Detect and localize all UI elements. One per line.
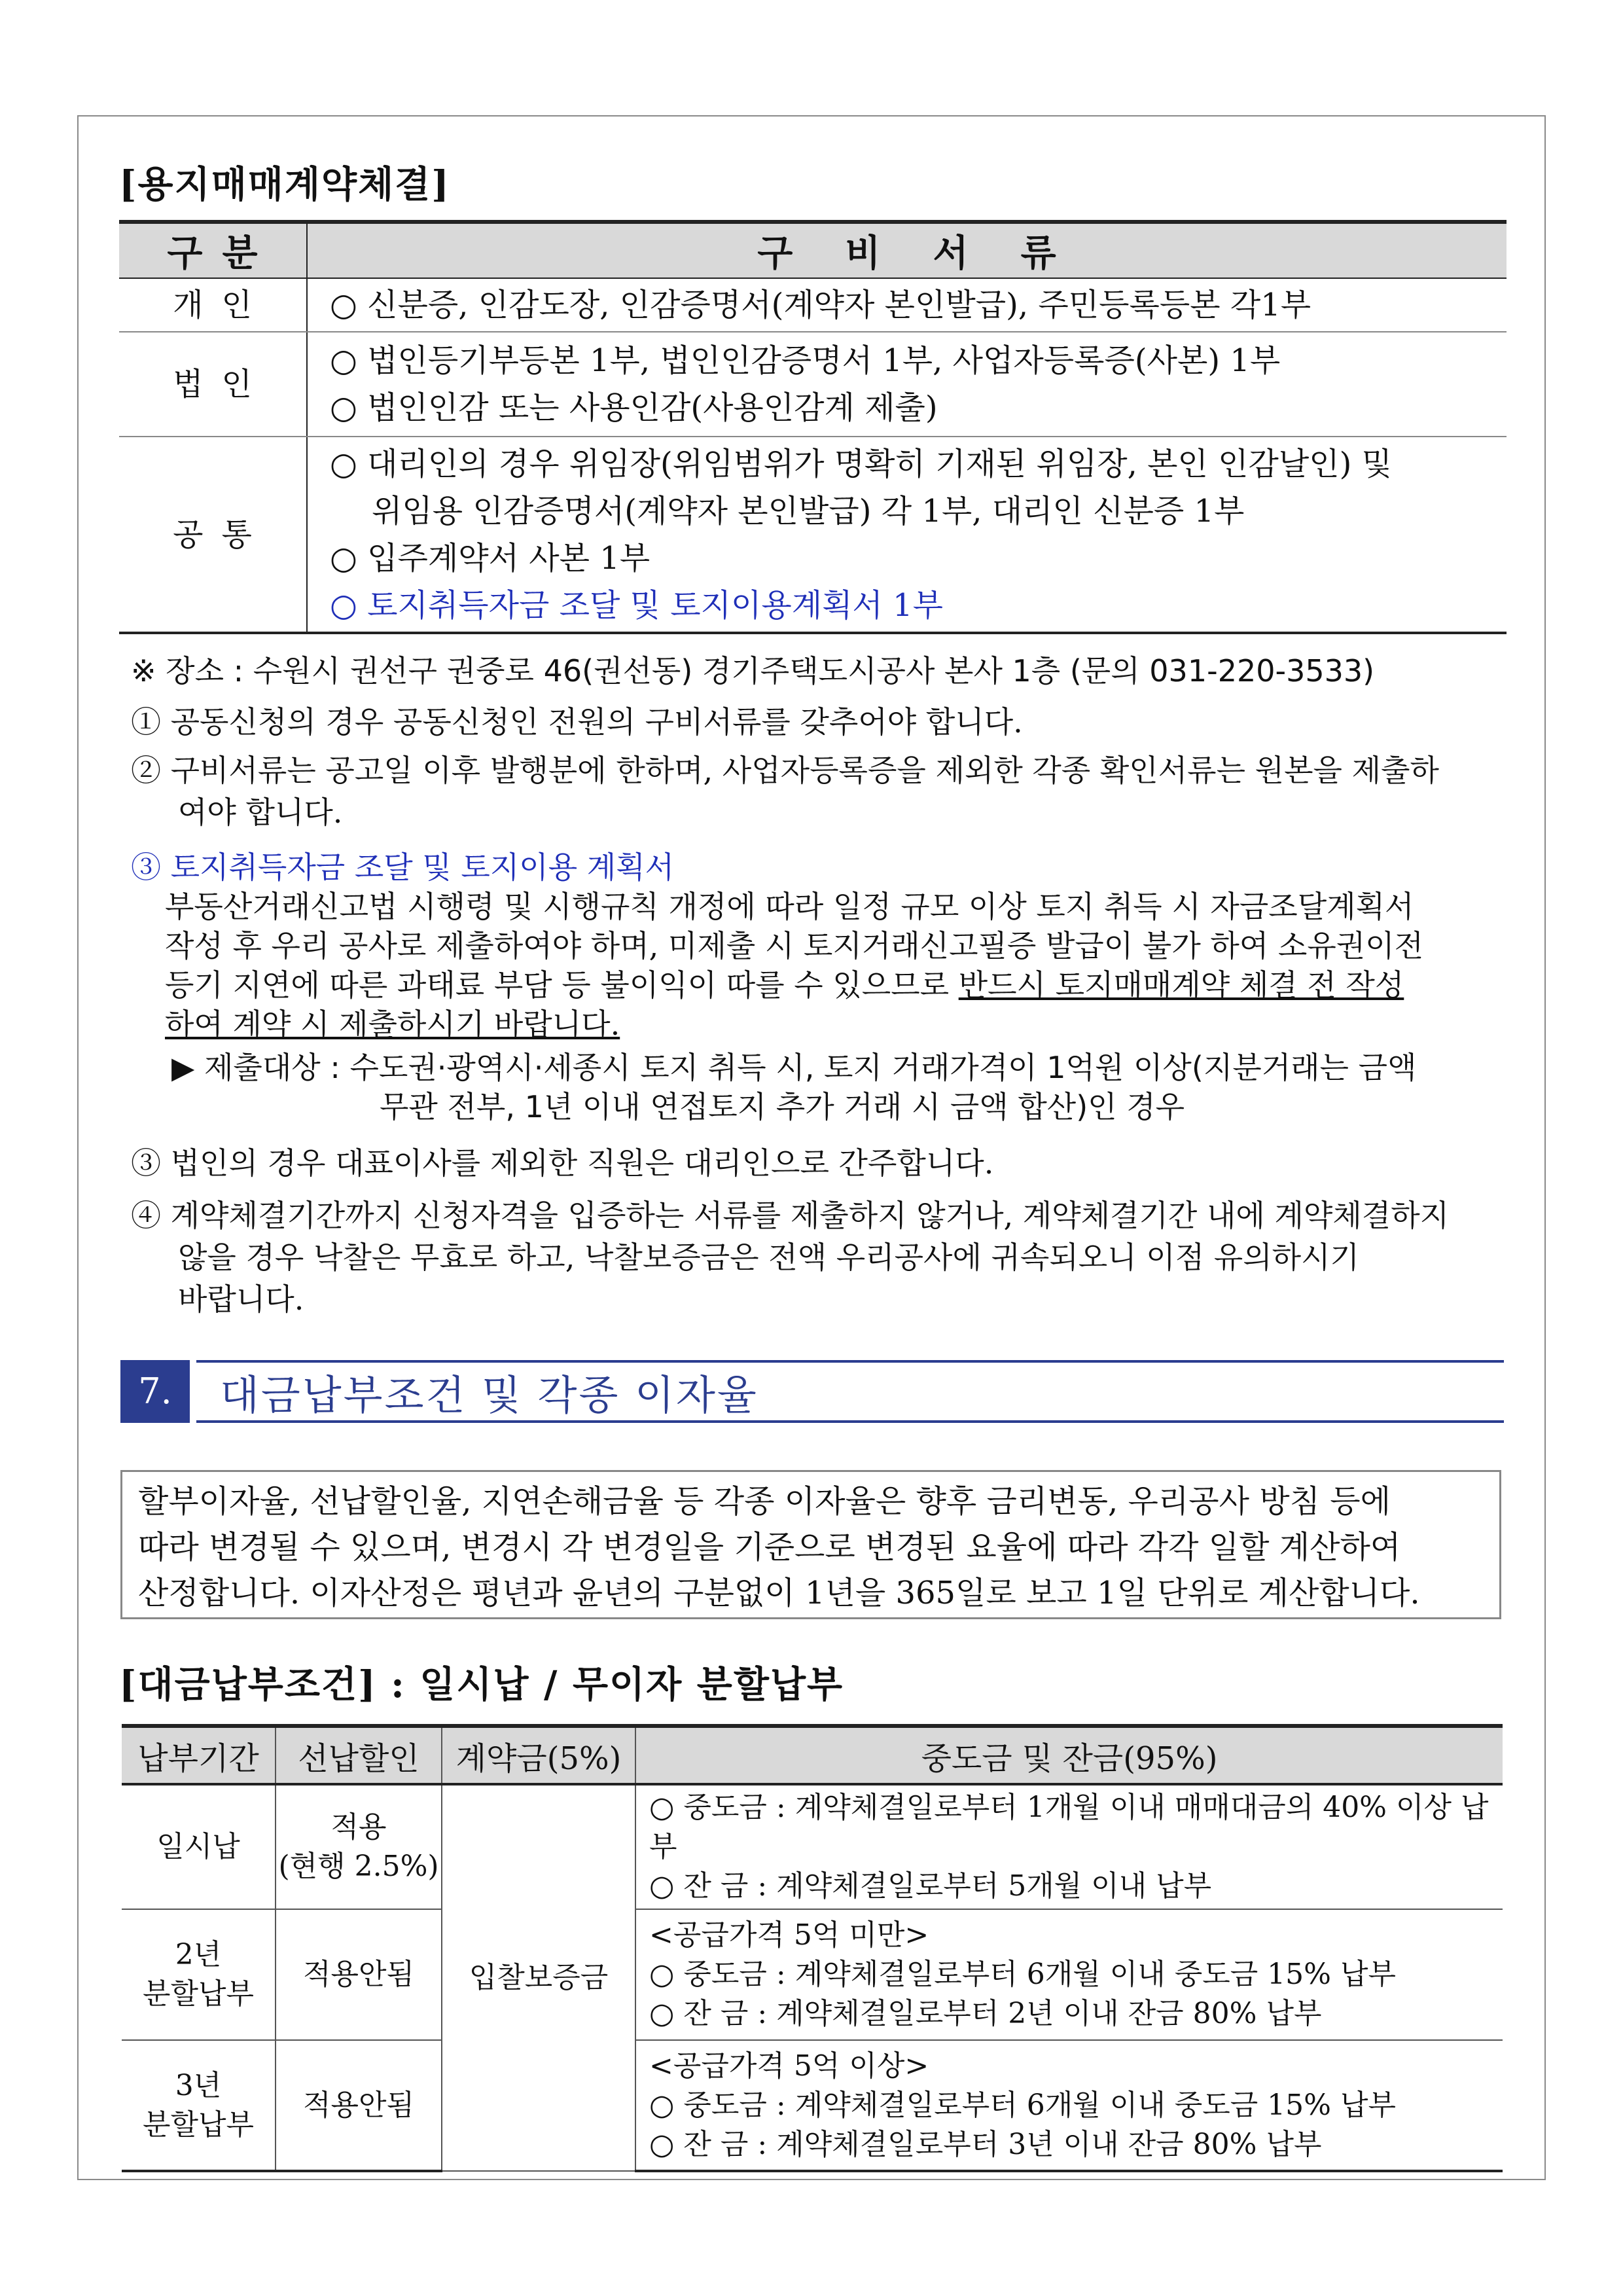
submission-target: ▶ 제출대상 : 수도권·광역시·세종시 토지 취득 시, 토지 거래가격이 1억원 이상(지분거래는 금액 (171, 1050, 1417, 1085)
payment-terms-title: [대금납부조건] : 일시납 / 무이자 분할납부 (119, 1663, 844, 1706)
discount-cell: 적용안됨 (276, 1909, 442, 2040)
period-type: 분할납부 (142, 1977, 254, 2011)
payment-line: ○ 잔 금 : 계약체결일로부터 5개월 이내 납부 (649, 1869, 1212, 1903)
discount-rate: (현행 2.5%) (278, 1850, 439, 1883)
period-cell (122, 2040, 276, 2171)
note-2: ② 구비서류는 공고일 이후 발행분에 한하며, 사업자등록증을 제외한 각종 확인서류는 원본을 제출하 (131, 753, 1439, 788)
interest-notice-box (120, 1470, 1501, 1619)
table-header-row (122, 1726, 1503, 1784)
note-1: ① 공동신청의 경우 공동신청인 전원의 구비서류를 갖추어야 합니다. (131, 704, 1023, 740)
row-category: 개인 (119, 278, 307, 332)
header-deposit: 계약금(5%) (442, 1726, 635, 1784)
table-row (119, 278, 1507, 332)
payment-cell (635, 1909, 1503, 2040)
note-3-underlined: 하여 계약 시 제출하시기 바랍니다. (165, 1007, 620, 1042)
period-cell (122, 1909, 276, 2040)
document-item: ○ 신분증, 인감도장, 인감증명서(계약자 본인발급), 주민등록등본 각1부 (330, 287, 1311, 323)
table-row (119, 437, 1507, 633)
note-5-cont: 바랍니다. (178, 1282, 304, 1317)
section-title: 대금납부조건 및 각종 이자율 (220, 1371, 758, 1419)
note-3-line: 부동산거래신고법 시행령 및 시행규칙 개정에 따라 일정 규모 이상 토지 취득 시 자금조달계획서 (165, 889, 1414, 924)
row-documents (307, 278, 1507, 332)
required-documents-table (119, 220, 1507, 634)
deposit-cell: 입찰보증금 (442, 1784, 635, 2171)
document-item-highlight: ○ 토지취득자금 조달 및 토지이용계획서 1부 (330, 586, 943, 624)
discount-cell (276, 1784, 442, 1909)
header-period: 납부기간 (122, 1726, 276, 1784)
note-3-title: ③ 토지취득자금 조달 및 토지이용 계획서 (131, 850, 675, 885)
header-category: 구분 (119, 222, 307, 278)
payment-line: ○ 중도금 : 계약체결일로부터 6개월 이내 중도금 15% 납부 (649, 1958, 1396, 1991)
note-4: ③ 법인의 경우 대표이사를 제외한 직원은 대리인으로 간주합니다. (131, 1145, 994, 1181)
row-documents (307, 332, 1507, 437)
payment-cell (635, 2040, 1503, 2171)
document-item: ○ 법인인감 또는 사용인감(사용인감계 제출) (330, 389, 938, 426)
row-documents (307, 437, 1507, 633)
note-2-cont: 여야 합니다. (178, 795, 343, 830)
notice-line: 산정합니다. 이자산정은 평년과 윤년의 구분없이 1년을 365일로 보고 1일 단위로 계산합니다. (138, 1575, 1420, 1611)
header-documents: 구비서류 (307, 222, 1507, 278)
table-header-row (119, 222, 1507, 278)
note-3-text: 등기 지연에 따른 과태료 부담 등 불이익이 따를 수 있으므로 (165, 967, 959, 1003)
header-balance: 중도금 및 잔금(95%) (635, 1726, 1503, 1784)
table-row (122, 1909, 1503, 2040)
payment-line: ○ 중도금 : 계약체결일로부터 6개월 이내 중도금 15% 납부 (649, 2088, 1396, 2122)
document-item: 위임용 인감증명서(계약자 본인발급) 각 1부, 대리인 신분증 1부 (372, 492, 1245, 529)
note-5-cont: 않을 경우 낙찰은 무효로 하고, 낙찰보증금은 전액 우리공사에 귀속되오니 이점 유의하시기 (178, 1240, 1359, 1275)
note-5: ④ 계약체결기간까지 신청자격을 입증하는 서류를 제출하지 않거나, 계약체결기간 내에 계약체결하지 (131, 1198, 1450, 1233)
document-item: ○ 대리인의 경우 위임장(위임범위가 명확히 기재된 위임장, 본인 인감날인) 및 (330, 445, 1392, 482)
discount-label: 적용 (330, 1810, 387, 1844)
place-note: ※ 장소 : 수원시 권선구 권중로 46(권선동) 경기주택도시공사 본사 1층 (문의 031-220-3533) (131, 653, 1375, 689)
payment-cell (635, 1784, 1503, 1909)
contract-section-title: [용지매매계약체결] (119, 163, 450, 206)
header-discount: 선납할인 (276, 1726, 442, 1784)
note-3-line: 작성 후 우리 공사로 제출하여야 하며, 미제출 시 토지거래신고필증 발급이 불가 하여 소유권이전 (165, 928, 1424, 963)
period-type: 분할납부 (142, 2108, 254, 2142)
notice-line: 따라 변경될 수 있으며, 변경시 각 변경일을 기준으로 변경된 요율에 따라 각각 일할 계산하여 (138, 1529, 1401, 1566)
payment-line: ○ 잔 금 : 계약체결일로부터 2년 이내 잔금 80% 납부 (649, 1997, 1322, 2030)
row-category: 법인 (119, 332, 307, 437)
document-item: ○ 입주계약서 사본 1부 (330, 539, 651, 577)
payment-line: <공급가격 5억 이상> (649, 2049, 929, 2083)
note-3-underlined: 반드시 토지매매계약 체결 전 작성 (958, 967, 1404, 1003)
period-years: 3년 (175, 2068, 222, 2102)
table-row (122, 2040, 1503, 2171)
period-cell: 일시납 (122, 1784, 276, 1909)
submission-target-cont: 무관 전부, 1년 이내 연접토지 추가 거래 시 금액 합산)인 경우 (380, 1089, 1185, 1124)
table-row (119, 332, 1507, 437)
document-item: ○ 법인등기부등본 1부, 법인인감증명서 1부, 사업자등록증(사본) 1부 (330, 342, 1281, 379)
section-number: 7. (120, 1360, 190, 1423)
payment-line: ○ 중도금 : 계약체결일로부터 1개월 이내 매매대금의 40% 이상 납부 (649, 1791, 1489, 1863)
notice-line: 할부이자율, 선납할인율, 지연손해금율 등 각종 이자율은 향후 금리변동, 우리공사 방침 등에 (138, 1483, 1391, 1520)
payment-line: <공급가격 5억 미만> (649, 1918, 929, 1952)
payment-line: ○ 잔 금 : 계약체결일로부터 3년 이내 잔금 80% 납부 (649, 2127, 1322, 2161)
table-row (122, 1784, 1503, 1909)
row-category: 공통 (119, 437, 307, 633)
discount-cell: 적용안됨 (276, 2040, 442, 2171)
payment-terms-table (122, 1724, 1503, 2172)
period-years: 2년 (175, 1938, 222, 1971)
